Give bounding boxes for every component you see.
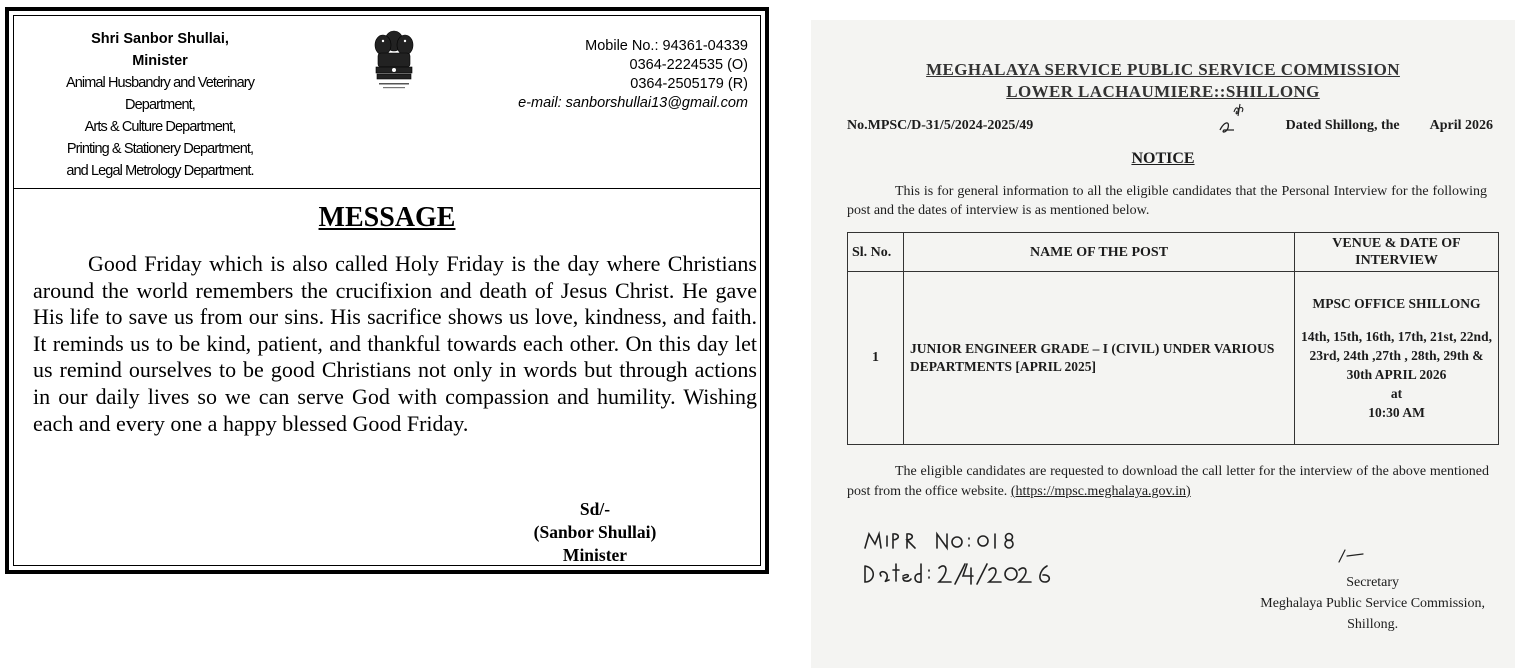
minister-signature	[484, 498, 706, 567]
national-emblem-icon	[369, 29, 419, 95]
notice-footer-text: The eligible candidates are requested to download the call letter for the interview of the above mentioned post from the office website. (https://mpsc.meghalaya.gov.in)	[847, 464, 1489, 499]
secretary-place: Shillong.	[1347, 617, 1399, 632]
department-line: Department,	[125, 97, 195, 113]
header-post-name: NAME OF THE POST	[904, 233, 1295, 272]
department-line: Printing & Stationery Department,	[66, 141, 254, 157]
reference-number: No.MPSC/D-31/5/2024-2025/49	[847, 118, 1034, 133]
handwritten-note-mipr	[859, 526, 1079, 590]
row-venue-date	[1295, 272, 1499, 445]
email-address: e-mail: sanborshullai13@gmail.com	[518, 95, 748, 111]
interview-dates: 14th, 15th, 16th, 17th, 21st, 22nd, 23rd, 24th ,27th , 28th, 29th & 30th APRIL 2026	[1301, 329, 1492, 382]
notice-title: NOTICE	[1131, 150, 1195, 167]
minister-name: Shri Sanbor Shullai,	[91, 31, 229, 47]
row-post-name: JUNIOR ENGINEER GRADE – I (CIVIL) UNDER VARIOUS DEPARTMENTS [APRIL 2025]	[904, 272, 1295, 445]
row-sl-no: 1	[848, 272, 904, 445]
header-venue-date: VENUE & DATE OF INTERVIEW	[1295, 233, 1499, 272]
interview-time: 10:30 AM	[1368, 405, 1425, 420]
venue-name: MPSC OFFICE SHILLONG	[1312, 296, 1481, 311]
secretary-signature-mark	[1333, 548, 1373, 564]
mpsc-notice	[811, 20, 1515, 668]
table-header-row	[848, 233, 1499, 272]
contact-block	[518, 37, 748, 113]
message-inner-frame	[13, 15, 761, 566]
interview-table	[847, 232, 1499, 445]
message-body-text: Good Friday which is also called Holy Friday is the day where Christians around the world remembers the crucifixion and death of Jesus Christ. He gave His life to save us from our sins. His sacrifice shows us love, kindness, and faith. It reminds us to be kind, patient, and thankful towards each other. On this day let us remind ourselves to be good Christians not only in words but through actions in our daily lives so we can serve God with compassion and humility. Wishing each and every one a happy blessed Good Friday.	[33, 251, 757, 436]
minister-name-block	[26, 28, 294, 182]
signature-title: Minister	[562, 545, 628, 565]
department-line: Arts & Culture Department,	[84, 119, 236, 135]
minister-title: Minister	[132, 53, 188, 69]
department-line: Animal Husbandry and Veterinary	[65, 75, 255, 91]
notice-intro: This is for general information to all the eligible candidates that the Personal Interview for the following post and the dates of interview is as mentioned below.	[847, 184, 1487, 218]
secretary-organisation: Meghalaya Public Service Commission,	[1260, 596, 1485, 611]
table-row	[848, 272, 1499, 445]
website-link[interactable]: (https://mpsc.meghalaya.gov.in)	[1010, 484, 1191, 499]
office-phone: 0364-2224535 (O)	[629, 57, 748, 73]
header-sl-no: Sl. No.	[848, 233, 904, 272]
message-heading: MESSAGE	[318, 202, 456, 233]
signature-name: (Sanbor Shullai)	[533, 522, 657, 542]
message-body	[33, 251, 757, 437]
handwritten-day-mark	[1218, 100, 1248, 136]
interview-at: at	[1390, 386, 1403, 401]
department-line: and Legal Metrology Department.	[66, 163, 254, 179]
notice-date: Dated Shillong, the April 2026	[1285, 118, 1493, 133]
secretary-title: Secretary	[1346, 575, 1400, 590]
letterhead	[14, 16, 760, 189]
signature-sd: Sd/-	[579, 499, 611, 519]
mobile-number: Mobile No.: 94361-04339	[585, 38, 748, 54]
secretary-signature-block	[1260, 572, 1485, 635]
residence-phone: 0364-2505179 (R)	[630, 76, 748, 92]
commission-name: MEGHALAYA SERVICE PUBLIC SERVICE COMMISSION	[926, 60, 1400, 79]
minister-message-card	[5, 7, 769, 574]
commission-address: LOWER LACHAUMIERE::SHILLONG	[1006, 82, 1320, 101]
